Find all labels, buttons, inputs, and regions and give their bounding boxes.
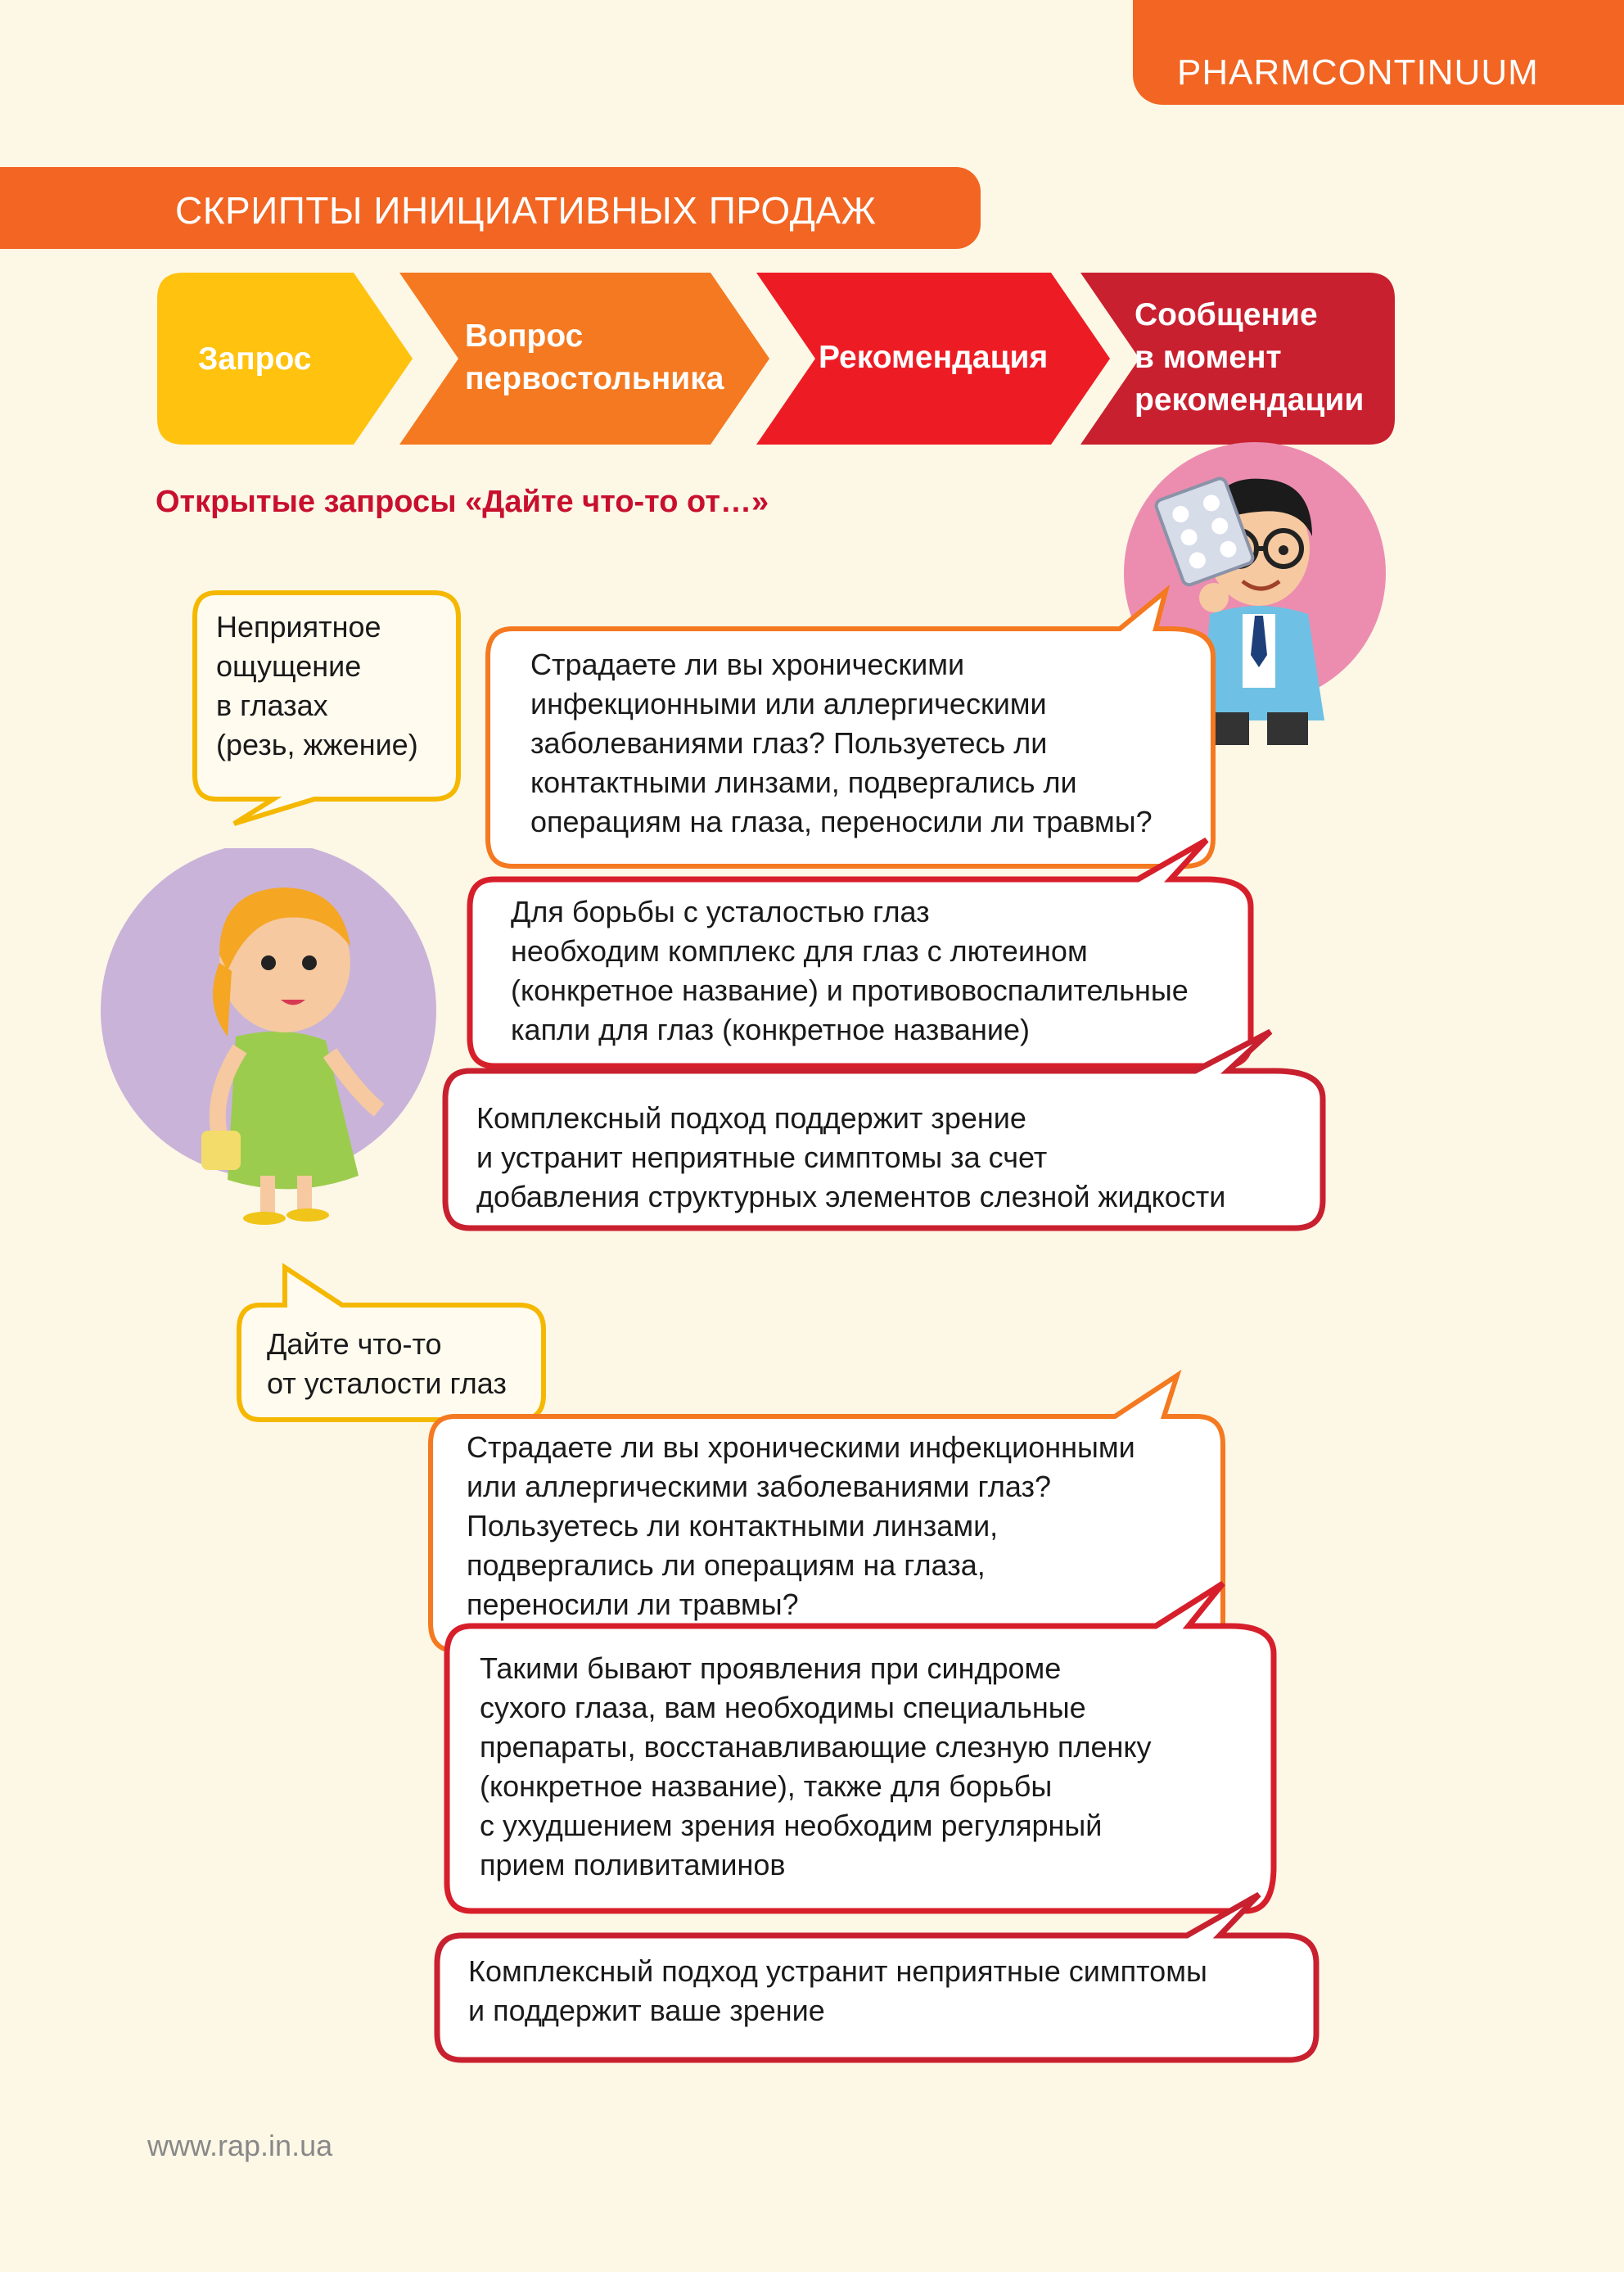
- question-bubble-text: Страдаете ли вы хроническими инфекционными или аллергическими заболеваниями глаз? Пользуетесь ли контактными линзами, подвергались ли операциям на глаза, переносили ли травмы?: [530, 648, 1153, 838]
- message-bubble-text: Комплексный подход поддержит зрение и устранит неприятные симптомы за счет добавления структурных элементов слезной жидкости: [476, 1101, 1226, 1213]
- process-step-message: [1080, 273, 1395, 445]
- section-title: СКРИПТЫ ИНИЦИАТИВНЫХ ПРОДАЖ: [175, 189, 877, 232]
- process-step-label: Сообщение в момент рекомендации: [1135, 297, 1365, 418]
- recommendation-bubble-text: Для борьбы с усталостью глаз необходим комплекс для глаз с лютеином (конкретное название) и противовоспалительные капли для глаз (конкретное название): [511, 895, 1189, 1046]
- process-step-label: Вопрос первостольника: [465, 318, 724, 396]
- process-step-label: Запрос: [198, 341, 312, 377]
- process-step-question: [399, 273, 776, 445]
- brand-name: PHARMCONTINUUM: [1177, 52, 1539, 93]
- recommendation-bubble: [444, 1580, 1279, 1914]
- customer-bubble-text: Дайте что-то от усталости глаз: [267, 1327, 507, 1400]
- customer-bubble-text: Неприятное ощущение в глазах (резь, жжение): [216, 610, 418, 761]
- message-bubble-text: Комплексный подход устранит неприятные симптомы и поддержит ваше зрение: [468, 1954, 1207, 2027]
- process-step-label: Рекомендация: [819, 340, 1049, 375]
- message-bubble: [442, 1028, 1331, 1235]
- process-step-recommendation: [756, 273, 1116, 445]
- footer-website: www.rap.in.ua: [147, 2129, 333, 2162]
- process-step-request: [157, 273, 419, 445]
- open-requests-heading: Открытые запросы «Дайте что-то от…»: [156, 485, 769, 519]
- question-bubble-text: Страдаете ли вы хроническими инфекционными или аллергическими заболеваниями глаз? Пользуетесь ли контактными линзами, подвергались ли операциям на глаза, переносили ли травмы?: [467, 1430, 1135, 1621]
- recommendation-bubble-text: Такими бывают проявления при синдроме сухого глаза, вам необходимы специальные препараты, восстанавливающие слезную пленку (конкретное название), также для борьбы с ухудшением зрения необходим регулярный прием поливитаминов: [480, 1651, 1152, 1881]
- customer-woman-icon: [97, 848, 440, 1225]
- customer-bubble-eye-discomfort: [192, 589, 462, 827]
- pharmacist-question-bubble: [485, 588, 1221, 873]
- message-bubble: [434, 1891, 1320, 2065]
